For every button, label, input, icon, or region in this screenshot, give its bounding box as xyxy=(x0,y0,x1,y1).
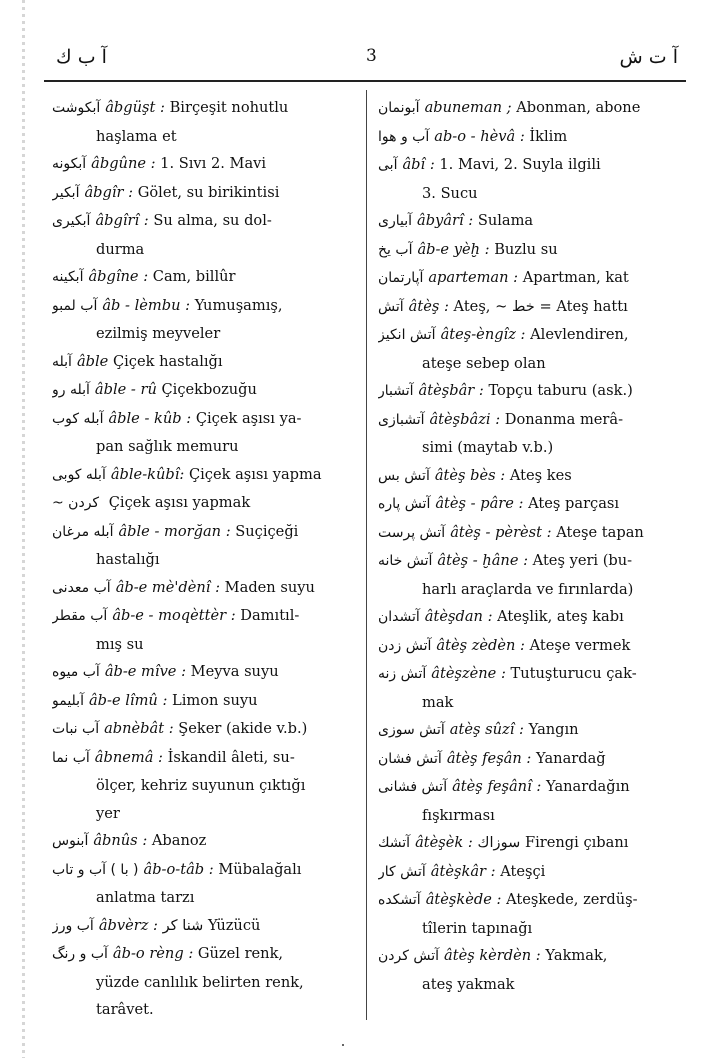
dictionary-entry xyxy=(52,292,357,348)
entry-transliteration: âbgüşt : xyxy=(105,99,165,116)
entry-definition: Gölet, su birikintisi xyxy=(137,183,280,201)
entry-arabic-headword: آبليمو xyxy=(52,692,84,709)
dictionary-entry xyxy=(52,263,357,292)
dictionary-entry xyxy=(52,489,357,518)
entry-definition: Yumuşamış, xyxy=(194,296,283,314)
entry-first-line xyxy=(52,827,357,856)
dictionary-entry xyxy=(52,912,357,941)
entry-definition: Ateş, ~ خط = Ateş hattı xyxy=(453,297,628,315)
entry-definition: Yangın xyxy=(528,721,579,738)
entry-arabic-headword: آب و هوا xyxy=(378,128,430,145)
entry-transliteration: âbnûs : xyxy=(93,832,148,849)
dictionary-entry xyxy=(52,207,357,263)
dictionary-entry xyxy=(52,827,357,856)
entry-arabic-headword: آب ميوه xyxy=(52,664,100,680)
entry-arabic-headword: آب معدنى xyxy=(52,579,111,596)
entry-first-line xyxy=(378,123,680,152)
entry-arabic-headword: آبى xyxy=(378,157,398,173)
dictionary-entry xyxy=(378,377,680,406)
entry-arabic-headword: آتش فشان xyxy=(378,750,442,767)
entry-definition: İklim xyxy=(529,127,568,145)
entry-transliteration: âtèş zèdèn : xyxy=(436,636,525,654)
dictionary-entry xyxy=(378,207,680,236)
entry-arabic-headword: ( با ) آب و تاب xyxy=(52,861,139,878)
entry-definition: Birçeşit nohutlu xyxy=(169,99,289,116)
entry-first-line xyxy=(52,940,357,969)
entry-arabic-headword: آب يخ xyxy=(378,241,413,258)
entry-first-line xyxy=(52,856,357,885)
entry-continuation-line: haşlama et xyxy=(96,127,177,145)
entry-first-line xyxy=(52,179,357,208)
entry-continuation-line: 3. Sucu xyxy=(422,184,478,202)
dictionary-entry xyxy=(378,660,680,716)
entry-transliteration: âtèş feşânî : xyxy=(452,778,542,795)
entry-arabic-headword: آتش بس xyxy=(378,467,430,484)
entry-continuation-line: hastalığı xyxy=(96,551,160,568)
entry-definition: Çiçek hastalığı xyxy=(112,352,223,370)
print-speck xyxy=(342,1044,344,1046)
entry-definition: 1. Mavi, 2. Suyla ilgili xyxy=(439,156,601,173)
entry-first-line xyxy=(52,263,357,292)
entry-first-line xyxy=(378,942,680,971)
dictionary-entry xyxy=(378,94,680,123)
dictionary-entry xyxy=(52,658,357,687)
entry-arabic-headword: آبنوس xyxy=(52,833,89,849)
entry-transliteration: âb-o rèng : xyxy=(112,945,194,962)
dictionary-entry xyxy=(52,405,357,461)
entry-definition: Limon suyu xyxy=(172,691,258,709)
entry-transliteration: âtèş : xyxy=(408,297,449,315)
entry-continuation-line: tarâvet. xyxy=(96,1001,154,1018)
page-number: 3 xyxy=(366,46,377,66)
entry-arabic-headword: آبكوشت xyxy=(52,100,101,116)
entry-arabic-headword: آتش زدن xyxy=(378,637,432,654)
entry-continuation-line: mak xyxy=(422,693,454,711)
entry-transliteration: âtèşzène : xyxy=(431,665,506,682)
entry-arabic-headword: آتش پرست xyxy=(378,524,446,541)
dictionary-entry xyxy=(378,123,680,152)
entry-definition: Ateşe tapan xyxy=(556,523,644,541)
entry-arabic-headword: آبكونه xyxy=(52,156,87,172)
dictionary-entry xyxy=(378,264,680,293)
entry-first-line xyxy=(378,603,680,632)
entry-definition: شنا كر Yüzücü xyxy=(162,916,261,934)
entry-definition: Topçu taburu (ask.) xyxy=(488,382,633,399)
entry-transliteration: abuneman ; xyxy=(424,99,512,116)
entry-definition: Yanardağ xyxy=(535,749,606,767)
entry-definition: Donanma merâ- xyxy=(504,410,624,428)
entry-transliteration: âb - lèmbu : xyxy=(102,296,191,314)
entry-arabic-headword: آبله كوبى xyxy=(52,466,106,483)
entry-transliteration: âtèşkède : xyxy=(425,891,502,908)
entry-definition: Ateş kes xyxy=(509,466,572,484)
dictionary-entry xyxy=(52,856,357,912)
entry-arabic-headword: آبله xyxy=(52,353,72,370)
header-left-guide-word: آ ب ك xyxy=(56,46,107,68)
entry-continuation-line: ezilmiş meyveler xyxy=(96,325,221,342)
dictionary-entry xyxy=(378,858,680,887)
entry-arabic-headword: آتش فشانى xyxy=(378,779,448,795)
entry-arabic-headword: آبيارى xyxy=(378,213,412,229)
entry-transliteration: âble xyxy=(76,352,109,370)
entry-transliteration: âtèş feşân : xyxy=(446,749,532,767)
entry-transliteration: âbgûne : xyxy=(91,155,156,172)
entry-continuation-line: yer xyxy=(96,804,120,822)
entry-transliteration: âtèş - pâre : xyxy=(435,495,524,512)
entry-first-line xyxy=(52,602,357,631)
entry-first-line xyxy=(52,150,357,179)
entry-transliteration: âble-kûbî: xyxy=(110,465,185,483)
entry-continuation-line: harlı araçlarda ve fırınlarda) xyxy=(422,580,634,598)
entry-arabic-headword: آبكينه xyxy=(52,269,84,285)
entry-definition: Yakmak, xyxy=(545,947,608,964)
entry-continuation-line: anlatma tarzı xyxy=(96,889,195,906)
dictionary-entry xyxy=(52,179,357,208)
dictionary-entry xyxy=(378,547,680,603)
entry-definition: Ateşlik, ateş kabı xyxy=(497,608,624,625)
entry-transliteration: âtèşbâr : xyxy=(418,382,484,399)
dictionary-entry xyxy=(52,518,357,574)
entry-arabic-headword: آتش انكيز xyxy=(378,327,436,343)
entry-first-line xyxy=(52,461,357,490)
entry-definition: Çiçek aşısı yapma xyxy=(188,465,322,483)
entry-first-line xyxy=(52,489,357,518)
entry-arabic-headword: آپارتمان xyxy=(378,270,424,286)
entry-definition: سوزاك Firengi çıbanı xyxy=(477,834,629,851)
entry-first-line xyxy=(52,574,357,603)
entry-transliteration: âtèşkâr : xyxy=(430,862,496,880)
entry-first-line xyxy=(52,348,357,377)
entry-first-line xyxy=(378,490,680,519)
entry-definition: Abonman, abone xyxy=(516,99,641,116)
entry-transliteration: âb-e mîve : xyxy=(104,663,187,680)
dictionary-entry xyxy=(52,150,357,179)
entry-continuation-line: ateşe sebep olan xyxy=(422,354,546,372)
entry-transliteration: âb-e lîmû : xyxy=(88,691,168,709)
entry-arabic-headword: آتش xyxy=(378,298,404,315)
dictionary-entry xyxy=(378,632,680,661)
entry-transliteration: abnèbât : xyxy=(104,720,174,737)
entry-arabic-headword: آبله مرغان xyxy=(52,523,114,540)
entry-first-line xyxy=(378,94,680,123)
entry-arabic-headword: آتش پاره xyxy=(378,496,431,512)
left-column xyxy=(52,94,357,1024)
dictionary-entry xyxy=(378,829,680,858)
entry-transliteration: âble - kûb : xyxy=(108,409,192,427)
entry-first-line xyxy=(378,293,680,322)
dictionary-entry xyxy=(52,687,357,716)
entry-transliteration: âtèşèk : xyxy=(415,834,473,851)
entry-first-line xyxy=(378,632,680,661)
entry-arabic-headword: آبله رو xyxy=(52,382,90,398)
dictionary-entry xyxy=(378,773,680,829)
entry-definition: Apartman, kat xyxy=(522,269,629,286)
page-edge-shadow xyxy=(22,0,25,1058)
entry-first-line xyxy=(52,94,357,123)
entry-arabic-headword: آتشبار xyxy=(378,383,414,399)
entry-first-line xyxy=(52,744,357,773)
entry-transliteration: âtèş - ḫâne : xyxy=(437,552,529,569)
entry-arabic-headword: آب نبات xyxy=(52,721,100,737)
entry-first-line xyxy=(378,829,680,858)
entry-transliteration: âtèş bès : xyxy=(434,466,506,484)
dictionary-entry xyxy=(378,519,680,548)
entry-arabic-headword: آتش كردن xyxy=(378,948,439,964)
entry-continuation-line: durma xyxy=(96,240,145,258)
entry-definition: Meyva suyu xyxy=(190,663,279,680)
entry-first-line xyxy=(378,716,680,745)
entry-first-line xyxy=(378,321,680,350)
entry-arabic-headword: آتش زنه xyxy=(378,666,427,682)
dictionary-entry xyxy=(52,744,357,828)
entry-arabic-headword: آتشك xyxy=(378,835,411,851)
entry-transliteration: atèş sûzî : xyxy=(449,721,524,738)
dictionary-entry xyxy=(378,745,680,774)
dictionary-entry xyxy=(378,603,680,632)
entry-transliteration: aparteman : xyxy=(428,269,519,286)
entry-first-line xyxy=(378,377,680,406)
entry-arabic-headword: آتش خانه xyxy=(378,553,433,569)
entry-first-line xyxy=(52,658,357,687)
dictionary-entry xyxy=(378,490,680,519)
entry-definition: Damıtıl- xyxy=(240,607,300,624)
header-rule xyxy=(44,80,686,82)
entry-arabic-headword: آتش سوزى xyxy=(378,722,445,738)
dictionary-entry xyxy=(378,236,680,265)
entry-definition: Maden suyu xyxy=(224,578,315,596)
dictionary-entry xyxy=(378,942,680,998)
entry-first-line xyxy=(378,236,680,265)
entry-first-line xyxy=(52,292,357,321)
entry-transliteration: âtèş kèrdèn : xyxy=(444,947,541,964)
entry-transliteration: âble - morğan : xyxy=(118,522,231,540)
entry-transliteration: âb-e - moqèttèr : xyxy=(112,607,236,624)
entry-definition: Çiçek aşısı yapmak xyxy=(108,494,251,511)
entry-transliteration: âteş-èngîz : xyxy=(440,326,526,343)
dictionary-entry xyxy=(52,376,357,405)
entry-first-line xyxy=(378,886,680,915)
entry-first-line xyxy=(52,912,357,941)
dictionary-entry xyxy=(378,886,680,942)
entry-first-line xyxy=(378,519,680,548)
entry-arabic-headword: آبله كوب xyxy=(52,410,104,427)
entry-continuation-line: yüzde canlılık belirten renk, xyxy=(96,973,304,991)
entry-definition: Cam, billûr xyxy=(152,268,236,285)
entry-first-line xyxy=(52,207,357,236)
entry-transliteration: âble - rû xyxy=(94,381,157,398)
entry-transliteration: âb-e yèḫ : xyxy=(417,240,490,258)
entry-first-line xyxy=(378,462,680,491)
entry-arabic-headword: آتشبازى xyxy=(378,411,425,428)
dictionary-entry xyxy=(52,94,357,150)
entry-first-line xyxy=(378,660,680,689)
entry-definition: Şeker (akide v.b.) xyxy=(178,720,308,737)
entry-transliteration: âbgîne : xyxy=(88,268,149,285)
entry-definition: Ateşkede, zerdüş- xyxy=(506,891,638,908)
entry-arabic-headword: آبونمان xyxy=(378,100,420,116)
entry-first-line xyxy=(378,858,680,887)
entry-definition: Tutuşturucu çak- xyxy=(510,665,637,682)
dictionary-entry xyxy=(52,461,357,490)
entry-arabic-headword: آب لمبو xyxy=(52,297,98,314)
entry-first-line xyxy=(52,715,357,744)
dictionary-entry xyxy=(52,602,357,658)
dictionary-entry xyxy=(378,293,680,322)
column-divider xyxy=(366,90,367,1020)
entry-definition: Güzel renk, xyxy=(197,945,284,962)
entry-definition: Alevlendiren, xyxy=(530,326,629,343)
entry-definition: Abanoz xyxy=(151,832,207,849)
entry-transliteration: âbî : xyxy=(402,156,435,173)
entry-continuation-line: ateş yakmak xyxy=(422,975,515,993)
entry-definition: Su alma, su dol- xyxy=(153,212,272,229)
dictionary-entry xyxy=(378,151,680,207)
dictionary-entry xyxy=(378,716,680,745)
entry-transliteration: âtèş - pèrèst : xyxy=(450,523,552,541)
dictionary-entry xyxy=(52,574,357,603)
entry-first-line xyxy=(52,687,357,716)
entry-definition: Ateş parçası xyxy=(528,495,620,512)
entry-arabic-headword: آتش كار xyxy=(378,863,426,880)
entry-arabic-headword: آبكير xyxy=(52,184,80,201)
entry-definition: Mübalağalı xyxy=(218,860,302,878)
entry-first-line xyxy=(378,151,680,180)
entry-transliteration: âb-e mè'dènî : xyxy=(115,578,221,596)
entry-arabic-headword: كردن ~ xyxy=(52,495,100,511)
entry-continuation-line: mış su xyxy=(96,635,144,653)
entry-continuation-line: fışkırması xyxy=(422,806,495,824)
entry-definition: Ateşe vermek xyxy=(529,636,631,654)
dictionary-entry xyxy=(378,462,680,491)
entry-first-line xyxy=(52,518,357,547)
entry-transliteration: ab-o - hèvâ : xyxy=(434,127,525,145)
entry-definition: Yanardağın xyxy=(545,778,630,795)
header-right-guide-word: آ ت ش xyxy=(619,46,678,68)
entry-definition: İskandil âleti, su- xyxy=(167,748,295,766)
dictionary-entry xyxy=(52,715,357,744)
entry-definition: Ateş yeri (bu- xyxy=(532,552,633,569)
dictionary-entry xyxy=(52,348,357,377)
entry-transliteration: âtèşdan : xyxy=(424,608,493,625)
entry-arabic-headword: آتشكده xyxy=(378,892,421,908)
entry-transliteration: âbyârî : xyxy=(417,212,474,229)
entry-transliteration: âtèşbâzi : xyxy=(429,410,501,428)
entry-definition: Buzlu su xyxy=(494,240,558,258)
entry-first-line xyxy=(378,547,680,576)
entry-arabic-headword: آب مقطر xyxy=(52,608,108,624)
entry-first-line xyxy=(378,207,680,236)
entry-continuation-line: tîlerin tapınağı xyxy=(422,919,533,937)
dictionary-entry xyxy=(378,406,680,462)
entry-transliteration: âb-o-tâb : xyxy=(143,860,214,878)
entry-definition: Çiçek aşısı ya- xyxy=(195,409,302,427)
right-column xyxy=(378,94,680,998)
entry-first-line xyxy=(378,264,680,293)
entry-definition: Çiçekbozuğu xyxy=(161,381,257,398)
dictionary-entry xyxy=(378,321,680,377)
entry-arabic-headword: آبكيرى xyxy=(52,213,91,229)
entry-transliteration: âbvèrz : xyxy=(98,916,158,934)
entry-arabic-headword: آب ورز xyxy=(52,917,94,934)
entry-definition: Sulama xyxy=(477,212,534,229)
entry-continuation-line: ölçer, kehriz suyunun çıktığı xyxy=(96,777,306,794)
entry-first-line xyxy=(52,405,357,434)
entry-arabic-headword: آب نما xyxy=(52,749,90,766)
entry-definition: Suçiçeği xyxy=(235,522,299,540)
entry-transliteration: âbnemâ : xyxy=(94,748,163,766)
entry-arabic-headword: آب و رنگ xyxy=(52,946,108,962)
entry-transliteration: âbgîr : xyxy=(84,183,134,201)
entry-transliteration: âbgîrî : xyxy=(95,212,149,229)
entry-definition: Ateşçi xyxy=(500,862,546,880)
entry-definition: 1. Sıvı 2. Mavi xyxy=(160,155,267,172)
entry-first-line xyxy=(378,773,680,802)
entry-first-line xyxy=(378,745,680,774)
entry-continuation-line: simi (maytab v.b.) xyxy=(422,439,554,456)
entry-first-line xyxy=(52,376,357,405)
dictionary-entry xyxy=(52,940,357,1024)
entry-continuation-line: pan sağlık memuru xyxy=(96,438,239,455)
entry-arabic-headword: آتشدان xyxy=(378,609,420,625)
entry-first-line xyxy=(378,406,680,435)
